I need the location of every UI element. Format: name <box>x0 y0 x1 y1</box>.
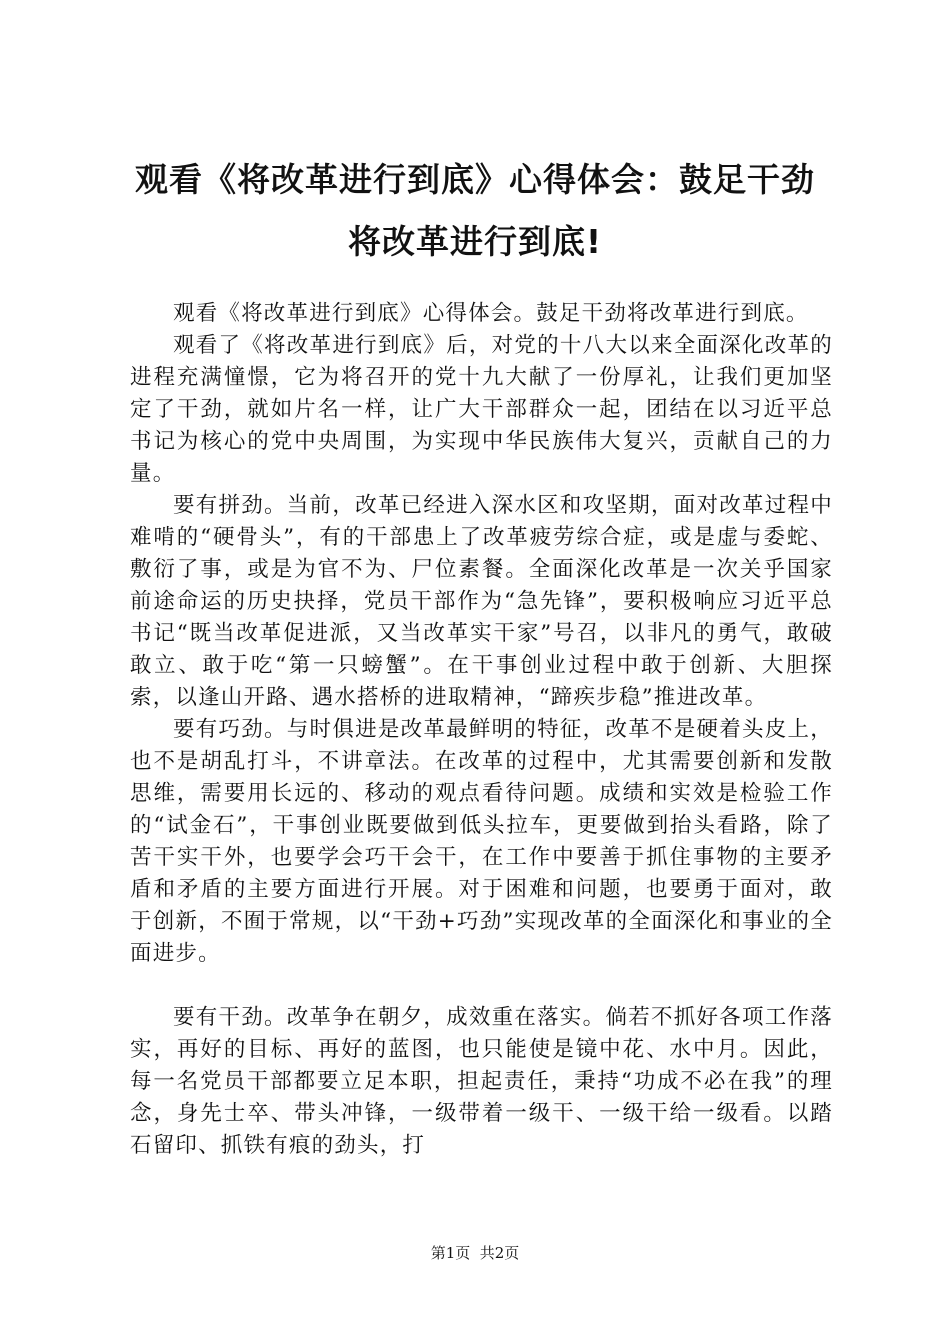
document-title-line-2: 将改革进行到底! <box>347 222 603 261</box>
paragraph-reflection: 观看了《将改革进行到底》后，对党的十八大以来全面深化改革的进程充满憧憬，它为将召开的党十九大献了一份厚礼，让我们更加坚定了干劲，就如片名一样，让广大干部群众一起，团结在以习近平总书记为核心的党中央周围，为实现中华民族伟大复兴，贡献自己的力量。 <box>130 333 833 486</box>
document-body <box>130 298 833 1162</box>
paragraph-effort: 要有干劲。改革争在朝夕，成效重在落实。倘若不抓好各项工作落实，再好的目标、再好的蓝图，也只能使是镜中花、水中月。因此，每一名党员干部都要立足本职，担起责任，秉持“功成不必在我”的理念，身先士卒、带头冲锋，一级带着一级干、一级干给一级看。以踏石留印、抓铁有痕的劲头，打 <box>130 1005 833 1158</box>
document-title-line-1: 观看《将改革进行到底》心得体会：鼓足干劲 <box>135 160 815 199</box>
paragraph-intro: 观看《将改革进行到底》心得体会。鼓足干劲将改革进行到底。 <box>173 301 809 326</box>
page-footer: 第1页 共2页 <box>430 1244 520 1262</box>
paragraph-skill: 要有巧劲。与时俱进是改革最鲜明的特征，改革不是硬着头皮上，也不是胡乱打斗，不讲章法。在改革的过程中，尤其需要创新和发散思维，需要用长远的、移动的观点看待问题。成绩和实效是检验工作的“试金石”，干事创业既要做到低头拉车，更要做到抬头看路，除了苦干实干外，也要学会巧干会干，在工作中要善于抓住事物的主要矛盾和矛盾的主要方面进行开展。对于困难和问题，也要勇于面对，敢于创新，不囿于常规，以“干劲+巧劲”实现改革的全面深化和事业的全面进步。 <box>130 717 833 966</box>
paragraph-drive: 要有拼劲。当前，改革已经进入深水区和攻坚期，面对改革过程中难啃的“硬骨头”，有的干部患上了改革疲劳综合症，或是虚与委蛇、敷衍了事，或是为官不为、尸位素餐。全面深化改革是一次关乎国家前途命运的历史抉择，党员干部作为“急先锋”，要积极响应习近平总书记“既当改革促进派，又当改革实干家”号召，以非凡的勇气，敢破敢立、敢于吃“第一只螃蟹”。在干事创业过程中敢于创新、大胆探索，以逢山开路、遇水搭桥的进取精神，“蹄疾步稳”推进改革。 <box>130 493 833 710</box>
